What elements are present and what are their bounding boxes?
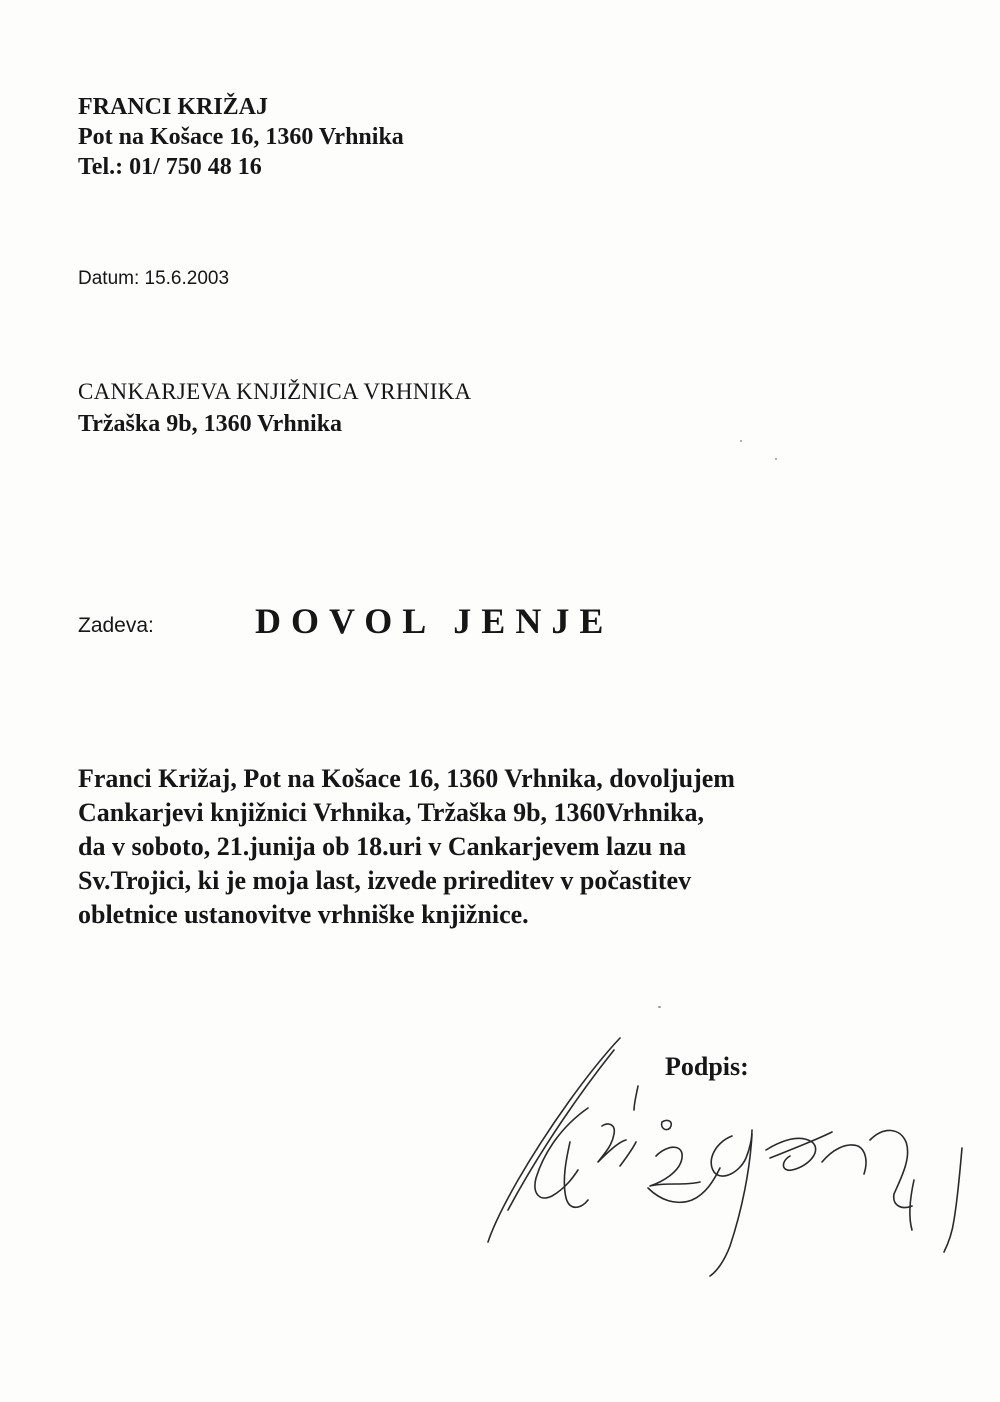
scan-speck [740, 440, 742, 442]
signature-stroke [870, 1130, 912, 1207]
handwritten-signature [470, 1030, 980, 1280]
subject-title: DOVOL JENJE [255, 601, 614, 641]
signature-stroke [711, 1130, 752, 1176]
recipient-address: Tržaška 9b, 1360 Vrhnika [78, 411, 343, 437]
recipient-block [78, 376, 471, 440]
signature-stroke [662, 1120, 672, 1129]
signature-label: Podpis: [665, 1052, 749, 1081]
body-line: da v soboto, 21.junija ob 18.uri v Cankarjevem lazu na [78, 832, 687, 861]
document-date: Datum: 15.6.2003 [78, 268, 230, 289]
signature-stroke [710, 1134, 752, 1276]
sender-name: FRANCI KRIŽAJ [78, 94, 269, 120]
body-line: Sv.Trojici, ki je moja last, izvede prireditev v počastitev [78, 866, 692, 895]
signature-stroke [564, 1142, 588, 1207]
body-line: Franci Križaj, Pot na Košace 16, 1360 Vrhnika, dovoljujem [78, 764, 735, 793]
signature-stroke [620, 1142, 636, 1166]
signature-stroke [598, 1124, 626, 1162]
signature-stroke [770, 1132, 832, 1158]
signature-stroke [822, 1145, 866, 1174]
signature-stroke [508, 1050, 614, 1210]
scan-speck [658, 1006, 661, 1008]
body-line: Cankarjevi knjižnici Vrhnika, Tržaška 9b, 1360Vrhnika, [78, 798, 705, 827]
sender-address: Pot na Košace 16, 1360 Vrhnika [78, 124, 404, 150]
scan-speck [775, 458, 777, 460]
recipient-name: CANKARJEVA KNJIŽNICA VRHNIKA [78, 379, 472, 404]
body-paragraph [78, 762, 898, 932]
sender-phone: Tel.: 01/ 750 48 16 [78, 154, 262, 180]
subject-label: Zadeva: [78, 614, 154, 637]
signature-stroke [910, 1180, 914, 1230]
signature-stroke [650, 1147, 700, 1186]
signature-stroke [944, 1148, 962, 1252]
body-line: obletnice ustanovitve vrhniške knjižnice. [78, 900, 529, 929]
sender-block [78, 92, 404, 182]
signature-stroke [634, 1086, 638, 1110]
